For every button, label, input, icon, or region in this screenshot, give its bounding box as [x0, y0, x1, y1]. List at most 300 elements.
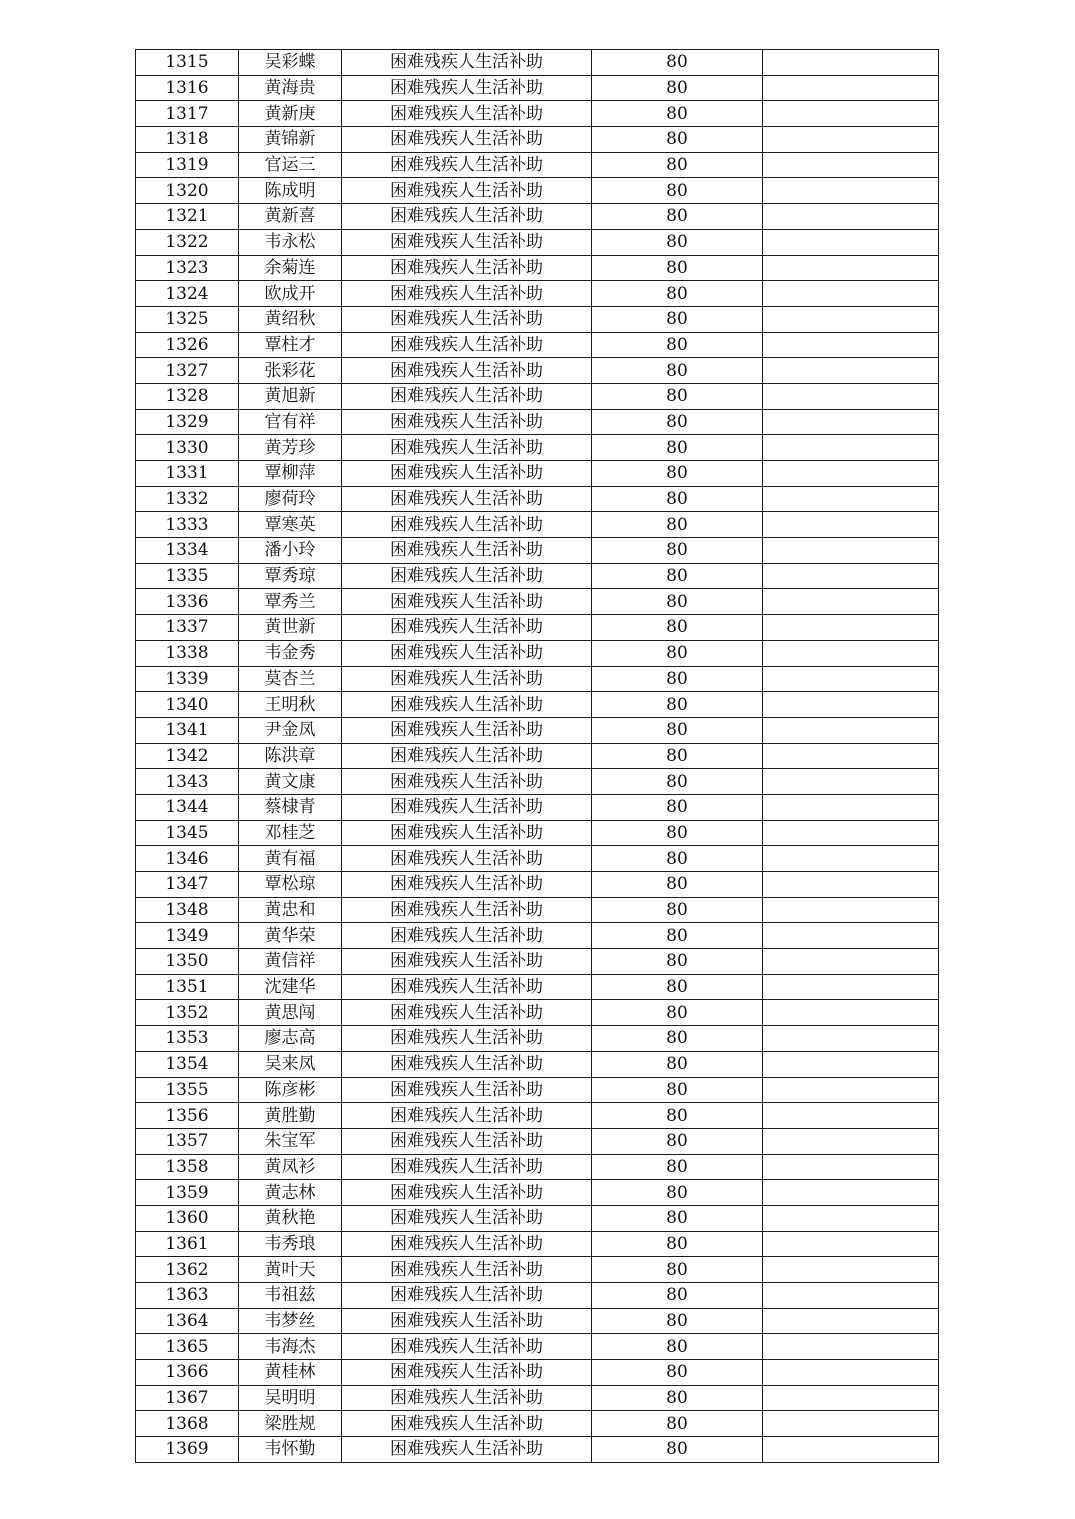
subsidy-item-cell: 困难残疾人生活补助 — [342, 974, 592, 1000]
subsidy-item-cell: 困难残疾人生活补助 — [342, 872, 592, 898]
name-cell: 黄新庚 — [239, 101, 342, 127]
serial-number-cell: 1330 — [136, 435, 239, 461]
subsidy-item-cell: 困难残疾人生活补助 — [342, 461, 592, 487]
name-cell: 韦海杰 — [239, 1334, 342, 1360]
amount-cell: 80 — [592, 692, 763, 718]
amount-cell: 80 — [592, 229, 763, 255]
subsidy-item-cell: 困难残疾人生活补助 — [342, 306, 592, 332]
name-cell: 韦怀勤 — [239, 1437, 342, 1463]
serial-number-cell: 1367 — [136, 1385, 239, 1411]
name-cell: 廖荷玲 — [239, 486, 342, 512]
amount-cell: 80 — [592, 1180, 763, 1206]
amount-cell: 80 — [592, 204, 763, 230]
amount-cell: 80 — [592, 281, 763, 307]
subsidy-item-cell: 困难残疾人生活补助 — [342, 563, 592, 589]
serial-number-cell: 1364 — [136, 1308, 239, 1334]
subsidy-item-cell: 困难残疾人生活补助 — [342, 101, 592, 127]
table-row — [136, 486, 939, 512]
serial-number-cell: 1353 — [136, 1026, 239, 1052]
remark-cell — [763, 512, 939, 538]
table-row — [136, 1180, 939, 1206]
serial-number-cell: 1340 — [136, 692, 239, 718]
subsidy-item-cell: 困难残疾人生活补助 — [342, 1026, 592, 1052]
table-row — [136, 923, 939, 949]
subsidy-item-cell: 困难残疾人生活补助 — [342, 409, 592, 435]
amount-cell: 80 — [592, 1000, 763, 1026]
table-row — [136, 1026, 939, 1052]
subsidy-item-cell: 困难残疾人生活补助 — [342, 204, 592, 230]
amount-cell: 80 — [592, 486, 763, 512]
amount-cell: 80 — [592, 615, 763, 641]
name-cell: 黄桂林 — [239, 1360, 342, 1386]
table-row — [136, 332, 939, 358]
name-cell: 陈彦彬 — [239, 1077, 342, 1103]
serial-number-cell: 1319 — [136, 152, 239, 178]
serial-number-cell: 1352 — [136, 1000, 239, 1026]
table-row — [136, 949, 939, 975]
remark-cell — [763, 949, 939, 975]
remark-cell — [763, 563, 939, 589]
amount-cell: 80 — [592, 255, 763, 281]
remark-cell — [763, 1283, 939, 1309]
remark-cell — [763, 1180, 939, 1206]
subsidy-item-cell: 困难残疾人生活补助 — [342, 666, 592, 692]
serial-number-cell: 1336 — [136, 589, 239, 615]
subsidy-item-cell: 困难残疾人生活补助 — [342, 1231, 592, 1257]
serial-number-cell: 1368 — [136, 1411, 239, 1437]
amount-cell: 80 — [592, 332, 763, 358]
table-row — [136, 50, 939, 76]
name-cell: 黄信祥 — [239, 949, 342, 975]
remark-cell — [763, 615, 939, 641]
name-cell: 廖志高 — [239, 1026, 342, 1052]
table-row — [136, 229, 939, 255]
table-row — [136, 1257, 939, 1283]
name-cell: 韦祖兹 — [239, 1283, 342, 1309]
remark-cell — [763, 486, 939, 512]
serial-number-cell: 1324 — [136, 281, 239, 307]
amount-cell: 80 — [592, 75, 763, 101]
name-cell: 官运三 — [239, 152, 342, 178]
serial-number-cell: 1341 — [136, 717, 239, 743]
name-cell: 黄世新 — [239, 615, 342, 641]
remark-cell — [763, 1231, 939, 1257]
remark-cell — [763, 1437, 939, 1463]
table-row — [136, 1360, 939, 1386]
name-cell: 朱宝军 — [239, 1128, 342, 1154]
serial-number-cell: 1369 — [136, 1437, 239, 1463]
serial-number-cell: 1351 — [136, 974, 239, 1000]
subsidy-item-cell: 困难残疾人生活补助 — [342, 717, 592, 743]
name-cell: 覃秀兰 — [239, 589, 342, 615]
table-row — [136, 1077, 939, 1103]
subsidy-roster-table — [135, 49, 939, 1463]
serial-number-cell: 1338 — [136, 640, 239, 666]
remark-cell — [763, 178, 939, 204]
amount-cell: 80 — [592, 178, 763, 204]
amount-cell: 80 — [592, 1308, 763, 1334]
name-cell: 莫杏兰 — [239, 666, 342, 692]
name-cell: 陈洪章 — [239, 743, 342, 769]
remark-cell — [763, 538, 939, 564]
name-cell: 黄华荣 — [239, 923, 342, 949]
name-cell: 陈成明 — [239, 178, 342, 204]
subsidy-item-cell: 困难残疾人生活补助 — [342, 846, 592, 872]
remark-cell — [763, 923, 939, 949]
name-cell: 黄叶天 — [239, 1257, 342, 1283]
name-cell: 覃寒英 — [239, 512, 342, 538]
remark-cell — [763, 717, 939, 743]
remark-cell — [763, 1205, 939, 1231]
amount-cell: 80 — [592, 1437, 763, 1463]
name-cell: 韦秀琅 — [239, 1231, 342, 1257]
remark-cell — [763, 897, 939, 923]
table-row — [136, 872, 939, 898]
remark-cell — [763, 589, 939, 615]
remark-cell — [763, 692, 939, 718]
amount-cell: 80 — [592, 820, 763, 846]
serial-number-cell: 1337 — [136, 615, 239, 641]
table-row — [136, 692, 939, 718]
serial-number-cell: 1320 — [136, 178, 239, 204]
table-row — [136, 383, 939, 409]
serial-number-cell: 1316 — [136, 75, 239, 101]
subsidy-item-cell: 困难残疾人生活补助 — [342, 1051, 592, 1077]
subsidy-item-cell: 困难残疾人生活补助 — [342, 743, 592, 769]
remark-cell — [763, 50, 939, 76]
table-row — [136, 281, 939, 307]
table-row — [136, 897, 939, 923]
remark-cell — [763, 1257, 939, 1283]
name-cell: 覃柱才 — [239, 332, 342, 358]
serial-number-cell: 1315 — [136, 50, 239, 76]
name-cell: 黄芳珍 — [239, 435, 342, 461]
remark-cell — [763, 1360, 939, 1386]
table-row — [136, 538, 939, 564]
table-row — [136, 1411, 939, 1437]
remark-cell — [763, 332, 939, 358]
remark-cell — [763, 409, 939, 435]
amount-cell: 80 — [592, 358, 763, 384]
subsidy-item-cell: 困难残疾人生活补助 — [342, 486, 592, 512]
amount-cell: 80 — [592, 1231, 763, 1257]
amount-cell: 80 — [592, 563, 763, 589]
remark-cell — [763, 872, 939, 898]
table-row — [136, 1231, 939, 1257]
table-row — [136, 563, 939, 589]
serial-number-cell: 1328 — [136, 383, 239, 409]
remark-cell — [763, 1411, 939, 1437]
amount-cell: 80 — [592, 1154, 763, 1180]
name-cell: 黄旭新 — [239, 383, 342, 409]
remark-cell — [763, 769, 939, 795]
subsidy-item-cell: 困难残疾人生活补助 — [342, 255, 592, 281]
amount-cell: 80 — [592, 872, 763, 898]
name-cell: 覃松琼 — [239, 872, 342, 898]
remark-cell — [763, 1051, 939, 1077]
serial-number-cell: 1335 — [136, 563, 239, 589]
remark-cell — [763, 1128, 939, 1154]
table-row — [136, 769, 939, 795]
serial-number-cell: 1331 — [136, 461, 239, 487]
remark-cell — [763, 666, 939, 692]
table-row — [136, 358, 939, 384]
serial-number-cell: 1326 — [136, 332, 239, 358]
table-row — [136, 152, 939, 178]
subsidy-item-cell: 困难残疾人生活补助 — [342, 1154, 592, 1180]
amount-cell: 80 — [592, 769, 763, 795]
subsidy-item-cell: 困难残疾人生活补助 — [342, 692, 592, 718]
name-cell: 黄新喜 — [239, 204, 342, 230]
serial-number-cell: 1366 — [136, 1360, 239, 1386]
table-row — [136, 75, 939, 101]
amount-cell: 80 — [592, 1334, 763, 1360]
subsidy-item-cell: 困难残疾人生活补助 — [342, 1000, 592, 1026]
subsidy-item-cell: 困难残疾人生活补助 — [342, 1205, 592, 1231]
name-cell: 黄海贵 — [239, 75, 342, 101]
table-row — [136, 743, 939, 769]
subsidy-item-cell: 困难残疾人生活补助 — [342, 512, 592, 538]
serial-number-cell: 1359 — [136, 1180, 239, 1206]
serial-number-cell: 1325 — [136, 306, 239, 332]
table-row — [136, 1205, 939, 1231]
remark-cell — [763, 461, 939, 487]
table-row — [136, 1000, 939, 1026]
name-cell: 黄志林 — [239, 1180, 342, 1206]
remark-cell — [763, 846, 939, 872]
name-cell: 黄有福 — [239, 846, 342, 872]
table-row — [136, 306, 939, 332]
subsidy-item-cell: 困难残疾人生活补助 — [342, 1385, 592, 1411]
name-cell: 黄思闯 — [239, 1000, 342, 1026]
serial-number-cell: 1333 — [136, 512, 239, 538]
subsidy-item-cell: 困难残疾人生活补助 — [342, 127, 592, 153]
serial-number-cell: 1318 — [136, 127, 239, 153]
table-row — [136, 640, 939, 666]
serial-number-cell: 1357 — [136, 1128, 239, 1154]
subsidy-item-cell: 困难残疾人生活补助 — [342, 75, 592, 101]
remark-cell — [763, 1334, 939, 1360]
table-row — [136, 974, 939, 1000]
subsidy-item-cell: 困难残疾人生活补助 — [342, 1257, 592, 1283]
amount-cell: 80 — [592, 1051, 763, 1077]
remark-cell — [763, 794, 939, 820]
name-cell: 黄忠和 — [239, 897, 342, 923]
remark-cell — [763, 974, 939, 1000]
remark-cell — [763, 383, 939, 409]
serial-number-cell: 1343 — [136, 769, 239, 795]
subsidy-item-cell: 困难残疾人生活补助 — [342, 229, 592, 255]
serial-number-cell: 1339 — [136, 666, 239, 692]
subsidy-item-cell: 困难残疾人生活补助 — [342, 640, 592, 666]
subsidy-item-cell: 困难残疾人生活补助 — [342, 178, 592, 204]
remark-cell — [763, 229, 939, 255]
name-cell: 邓桂芝 — [239, 820, 342, 846]
remark-cell — [763, 1026, 939, 1052]
table-row — [136, 1103, 939, 1129]
amount-cell: 80 — [592, 127, 763, 153]
table-row — [136, 589, 939, 615]
table-row — [136, 461, 939, 487]
name-cell: 吴明明 — [239, 1385, 342, 1411]
subsidy-item-cell: 困难残疾人生活补助 — [342, 1308, 592, 1334]
amount-cell: 80 — [592, 409, 763, 435]
subsidy-item-cell: 困难残疾人生活补助 — [342, 949, 592, 975]
name-cell: 吴来凤 — [239, 1051, 342, 1077]
serial-number-cell: 1348 — [136, 897, 239, 923]
amount-cell: 80 — [592, 1257, 763, 1283]
amount-cell: 80 — [592, 743, 763, 769]
name-cell: 黄绍秋 — [239, 306, 342, 332]
subsidy-item-cell: 困难残疾人生活补助 — [342, 358, 592, 384]
subsidy-item-cell: 困难残疾人生活补助 — [342, 332, 592, 358]
name-cell: 黄秋艳 — [239, 1205, 342, 1231]
serial-number-cell: 1346 — [136, 846, 239, 872]
name-cell: 韦梦丝 — [239, 1308, 342, 1334]
remark-cell — [763, 1000, 939, 1026]
name-cell: 吴彩蝶 — [239, 50, 342, 76]
remark-cell — [763, 1308, 939, 1334]
serial-number-cell: 1361 — [136, 1231, 239, 1257]
subsidy-item-cell: 困难残疾人生活补助 — [342, 923, 592, 949]
name-cell: 官有祥 — [239, 409, 342, 435]
serial-number-cell: 1363 — [136, 1283, 239, 1309]
serial-number-cell: 1358 — [136, 1154, 239, 1180]
roster-body — [136, 50, 939, 1463]
amount-cell: 80 — [592, 717, 763, 743]
serial-number-cell: 1360 — [136, 1205, 239, 1231]
subsidy-item-cell: 困难残疾人生活补助 — [342, 589, 592, 615]
subsidy-item-cell: 困难残疾人生活补助 — [342, 538, 592, 564]
name-cell: 覃柳萍 — [239, 461, 342, 487]
table-row — [136, 1283, 939, 1309]
table-row — [136, 615, 939, 641]
table-row — [136, 846, 939, 872]
name-cell: 余菊连 — [239, 255, 342, 281]
remark-cell — [763, 281, 939, 307]
name-cell: 黄文康 — [239, 769, 342, 795]
remark-cell — [763, 640, 939, 666]
remark-cell — [763, 152, 939, 178]
serial-number-cell: 1349 — [136, 923, 239, 949]
amount-cell: 80 — [592, 1077, 763, 1103]
name-cell: 梁胜规 — [239, 1411, 342, 1437]
table-row — [136, 1437, 939, 1463]
table-row — [136, 101, 939, 127]
name-cell: 韦金秀 — [239, 640, 342, 666]
table-row — [136, 1051, 939, 1077]
table-row — [136, 820, 939, 846]
subsidy-item-cell: 困难残疾人生活补助 — [342, 1128, 592, 1154]
serial-number-cell: 1327 — [136, 358, 239, 384]
amount-cell: 80 — [592, 846, 763, 872]
serial-number-cell: 1354 — [136, 1051, 239, 1077]
table-row — [136, 1334, 939, 1360]
subsidy-item-cell: 困难残疾人生活补助 — [342, 1077, 592, 1103]
name-cell: 王明秋 — [239, 692, 342, 718]
amount-cell: 80 — [592, 1385, 763, 1411]
subsidy-item-cell: 困难残疾人生活补助 — [342, 794, 592, 820]
remark-cell — [763, 1103, 939, 1129]
serial-number-cell: 1332 — [136, 486, 239, 512]
amount-cell: 80 — [592, 923, 763, 949]
amount-cell: 80 — [592, 589, 763, 615]
subsidy-item-cell: 困难残疾人生活补助 — [342, 435, 592, 461]
subsidy-item-cell: 困难残疾人生活补助 — [342, 281, 592, 307]
remark-cell — [763, 75, 939, 101]
table-row — [136, 1128, 939, 1154]
table-row — [136, 1385, 939, 1411]
serial-number-cell: 1344 — [136, 794, 239, 820]
name-cell: 张彩花 — [239, 358, 342, 384]
subsidy-item-cell: 困难残疾人生活补助 — [342, 1103, 592, 1129]
subsidy-item-cell: 困难残疾人生活补助 — [342, 769, 592, 795]
amount-cell: 80 — [592, 461, 763, 487]
table-row — [136, 204, 939, 230]
serial-number-cell: 1355 — [136, 1077, 239, 1103]
remark-cell — [763, 306, 939, 332]
amount-cell: 80 — [592, 974, 763, 1000]
amount-cell: 80 — [592, 794, 763, 820]
amount-cell: 80 — [592, 306, 763, 332]
remark-cell — [763, 101, 939, 127]
serial-number-cell: 1365 — [136, 1334, 239, 1360]
serial-number-cell: 1347 — [136, 872, 239, 898]
name-cell: 沈建华 — [239, 974, 342, 1000]
amount-cell: 80 — [592, 640, 763, 666]
name-cell: 黄胜勤 — [239, 1103, 342, 1129]
amount-cell: 80 — [592, 1026, 763, 1052]
subsidy-item-cell: 困难残疾人生活补助 — [342, 897, 592, 923]
serial-number-cell: 1322 — [136, 229, 239, 255]
name-cell: 尹金凤 — [239, 717, 342, 743]
name-cell: 韦永松 — [239, 229, 342, 255]
name-cell: 蔡棣青 — [239, 794, 342, 820]
amount-cell: 80 — [592, 435, 763, 461]
remark-cell — [763, 1154, 939, 1180]
amount-cell: 80 — [592, 50, 763, 76]
serial-number-cell: 1356 — [136, 1103, 239, 1129]
subsidy-item-cell: 困难残疾人生活补助 — [342, 615, 592, 641]
serial-number-cell: 1342 — [136, 743, 239, 769]
amount-cell: 80 — [592, 1103, 763, 1129]
subsidy-item-cell: 困难残疾人生活补助 — [342, 50, 592, 76]
amount-cell: 80 — [592, 383, 763, 409]
amount-cell: 80 — [592, 666, 763, 692]
name-cell: 欧成开 — [239, 281, 342, 307]
remark-cell — [763, 127, 939, 153]
table-row — [136, 1308, 939, 1334]
subsidy-item-cell: 困难残疾人生活补助 — [342, 1360, 592, 1386]
subsidy-item-cell: 困难残疾人生活补助 — [342, 1283, 592, 1309]
remark-cell — [763, 743, 939, 769]
amount-cell: 80 — [592, 1128, 763, 1154]
subsidy-item-cell: 困难残疾人生活补助 — [342, 1334, 592, 1360]
table-row — [136, 435, 939, 461]
remark-cell — [763, 358, 939, 384]
subsidy-item-cell: 困难残疾人生活补助 — [342, 383, 592, 409]
amount-cell: 80 — [592, 101, 763, 127]
remark-cell — [763, 435, 939, 461]
serial-number-cell: 1345 — [136, 820, 239, 846]
serial-number-cell: 1350 — [136, 949, 239, 975]
subsidy-item-cell: 困难残疾人生活补助 — [342, 1411, 592, 1437]
table-row — [136, 255, 939, 281]
serial-number-cell: 1321 — [136, 204, 239, 230]
table-row — [136, 178, 939, 204]
subsidy-item-cell: 困难残疾人生活补助 — [342, 1180, 592, 1206]
amount-cell: 80 — [592, 512, 763, 538]
